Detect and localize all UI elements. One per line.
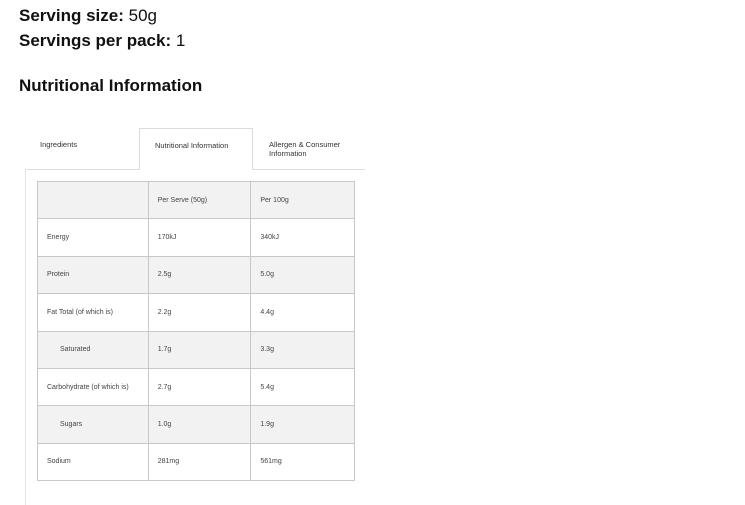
nutrient-name: Saturated (38, 331, 149, 368)
tab-allergen-label-line2: Information (269, 149, 307, 158)
nutrient-name: Energy (38, 219, 149, 256)
per-100g-value: 340kJ (251, 219, 355, 256)
table-row (38, 294, 355, 331)
tab-nutrition-label: Nutritional Information (155, 141, 229, 150)
per-100g-value: 4.4g (251, 294, 355, 331)
tab-ingredients-label: Ingredients (40, 140, 78, 149)
nutrient-name: Sugars (38, 406, 149, 443)
per-100g-value: 5.0g (251, 256, 355, 293)
servings-per-pack (19, 31, 185, 51)
header-cell-per-100g: Per 100g (251, 182, 355, 219)
per-100g-value: 561mg (251, 443, 355, 480)
table-row (38, 256, 355, 293)
section-heading: Nutritional Information (19, 76, 203, 95)
table-row (38, 406, 355, 443)
per-serve-value: 2.2g (148, 294, 251, 331)
tab-nutritional-information[interactable] (139, 128, 253, 170)
per-100g-value: 5.4g (251, 368, 355, 405)
content-border (25, 169, 26, 505)
serving-size-label: Serving size: (19, 6, 124, 25)
tab-divider-right (253, 169, 365, 170)
table-row (38, 368, 355, 405)
per-serve-value: 2.5g (148, 256, 251, 293)
tab-allergen-label-line1: Allergen & Consumer (269, 140, 341, 149)
serving-size (19, 6, 157, 26)
tab-allergen-consumer-information[interactable] (253, 128, 365, 169)
servings-per-pack-label: Servings per pack: (19, 31, 172, 50)
nutrient-name: Sodium (38, 443, 149, 480)
per-serve-value: 170kJ (148, 219, 251, 256)
table-header-row (38, 182, 355, 219)
table-row (38, 219, 355, 256)
nutrient-name: Protein (38, 256, 149, 293)
header-cell-nutrient (38, 182, 149, 219)
per-100g-value: 3.3g (251, 331, 355, 368)
product-info-panel (25, 128, 365, 505)
per-serve-value: 1.7g (148, 331, 251, 368)
header-cell-per-serve: Per Serve (50g) (148, 182, 251, 219)
nutrient-name: Fat Total (of which is) (38, 294, 149, 331)
tab-divider-left (25, 169, 139, 170)
tab-ingredients[interactable] (25, 128, 139, 169)
nutrient-name: Carbohydrate (of which is) (38, 368, 149, 405)
servings-per-pack-value: 1 (175, 31, 186, 50)
serving-size-value: 50g (128, 6, 157, 25)
table-row (38, 331, 355, 368)
per-serve-value: 2.7g (148, 368, 251, 405)
table-row (38, 443, 355, 480)
per-100g-value: 1.9g (251, 406, 355, 443)
nutrition-table (37, 181, 355, 481)
per-serve-value: 1.0g (148, 406, 251, 443)
per-serve-value: 281mg (148, 443, 251, 480)
